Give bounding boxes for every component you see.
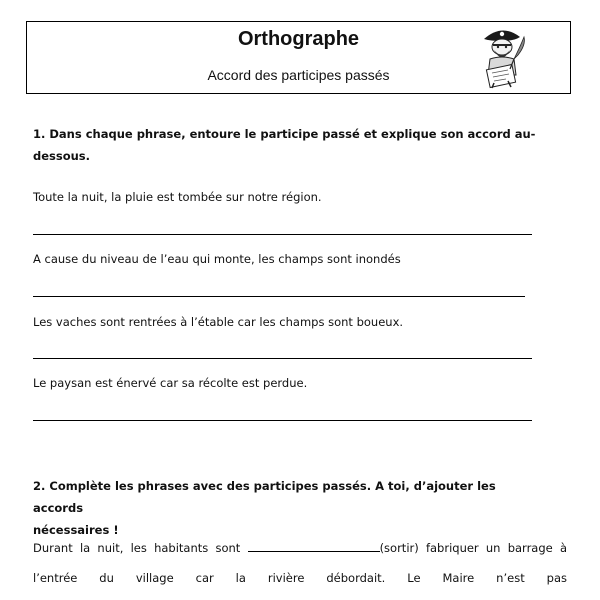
exercise-2-line-1-after: (sortir) fabriquer un barrage à — [379, 541, 568, 555]
exercise-2-line-2: l’entrée du village car la rivière débordait. Le Maire n’est pas — [33, 571, 567, 585]
exercise-1-sentence-4: Le paysan est énervé car sa récolte est perdue. — [33, 376, 308, 390]
exercise-2-instruction-line1: 2. Complète les phrases avec des participes passés. A toi, d’ajouter les accords — [33, 479, 496, 515]
exercise-2-line-1 — [33, 533, 567, 563]
answer-line-1[interactable] — [33, 234, 532, 235]
pirate-writer-icon — [474, 25, 530, 89]
exercise-1-instruction-line1: 1. Dans chaque phrase, entoure le participe passé et explique son accord au- — [33, 127, 536, 141]
page-subtitle: Accord des participes passés — [207, 67, 390, 83]
exercise-2-instruction-line2: nécessaires ! — [33, 523, 119, 537]
exercise-2-instruction — [33, 475, 543, 541]
exercise-1-sentence-3: Les vaches sont rentrées à l’étable car les champs sont boueux. — [33, 315, 404, 329]
exercise-1-sentence-2: A cause du niveau de l’eau qui monte, les champs sont inondés — [33, 252, 401, 266]
exercise-1-instruction-line2: dessous. — [33, 149, 91, 163]
exercise-1-sentence-1: Toute la nuit, la pluie est tombée sur notre région. — [33, 190, 322, 204]
page-title: Orthographe — [237, 28, 360, 50]
exercise-2-line-1-before: Durant la nuit, les habitants sont — [33, 541, 241, 555]
answer-line-3[interactable] — [33, 358, 532, 359]
header-box — [26, 21, 571, 94]
fill-in-blank-1[interactable] — [248, 541, 380, 552]
answer-line-2[interactable] — [33, 296, 525, 297]
answer-line-4[interactable] — [33, 420, 532, 421]
exercise-1-instruction — [33, 123, 543, 167]
